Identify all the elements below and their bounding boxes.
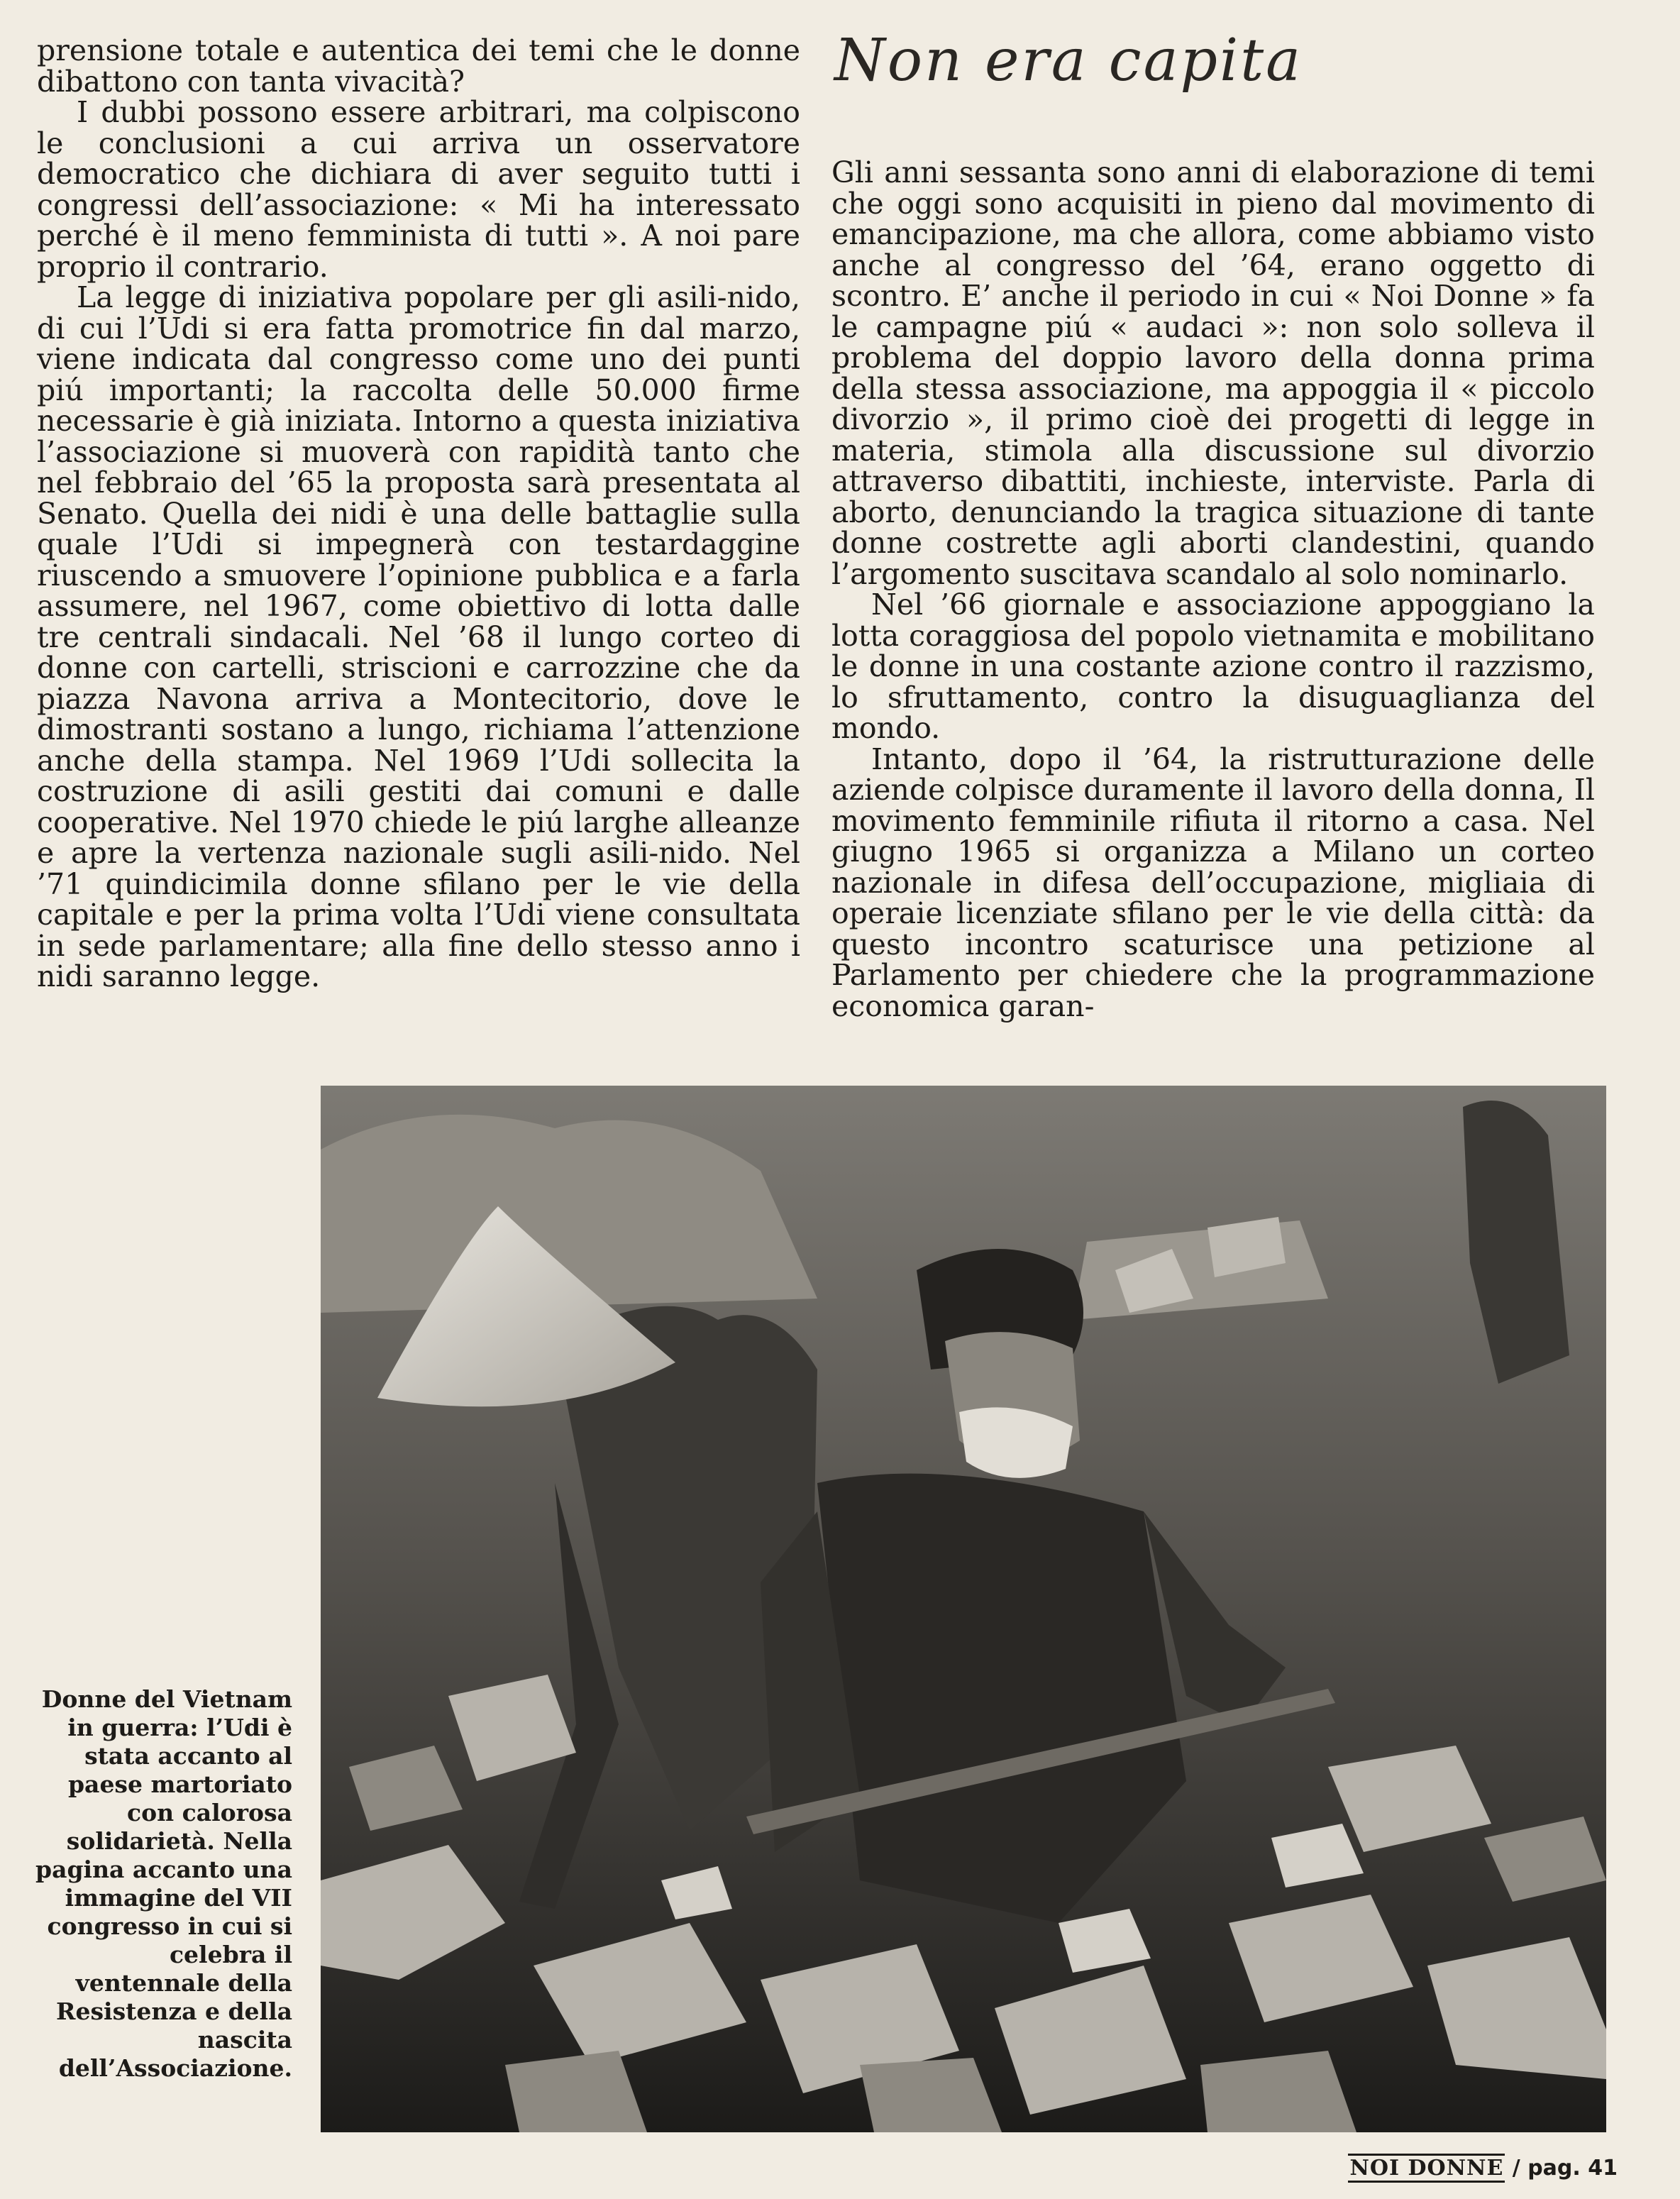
paragraph: I dubbi possono essere arbitrari, ma colpiscono le conclusioni a cui arriva un osservatore democratico che dichiara di aver seguito tutti i congressi dell’associazione: « Mi ha interessato perché è il meno femminista di tutti ». A noi pare proprio il contrario. xyxy=(37,95,800,284)
paragraph: Gli anni sessanta sono anni di elaborazione di temi che oggi sono acquisiti in pieno dal movimento di emancipazione, ma che allora, come abbiamo visto anche al congresso del ’64, erano oggetto di scontro. E’ anche il periodo in cui « Noi Donne » fa le campagne piú « audaci »: non solo solleva il problema del doppio lavoro della donna prima della stessa associazione, ma appoggia il « piccolo divorzio », il primo cioè dei progetti di legge in materia, stimola alla discussione sul divorzio attraverso dibattiti, inchieste, interviste. Parla di aborto, denunciando la tragica situazione di tante donne costrette agli aborti clandestini, quando l’argomento suscitava scandalo al solo nominarlo. xyxy=(831,155,1595,591)
magazine-logo: NOI DONNE xyxy=(1348,2154,1505,2183)
section-title: Non era capita xyxy=(834,27,1303,94)
paragraph: Nel ’66 giornale e associazione appoggiano la lotta coraggiosa del popolo vietnamita e mobilitano le donne in una costante azione contro il razzismo, lo sfruttamento, contro la disuguaglianza del mondo. xyxy=(831,588,1595,745)
photo-caption: Donne del Vietnam in guerra: l’Udi è stata accanto al paese martoriato con calorosa solidarietà. Nella pagina accanto una immagine del VII congresso in cui si celebra il ventennale della Resistenza e della nascita dell’Associazione. xyxy=(35,1685,292,2082)
vietnam-women-photo xyxy=(321,1086,1606,2132)
page-number: pag. 41 xyxy=(1527,2156,1618,2181)
footer-separator: / xyxy=(1512,2156,1520,2181)
page-footer xyxy=(1348,2156,1618,2181)
paragraph: prensione totale e autentica dei temi che le donne dibattono con tanta vivacità? xyxy=(37,33,800,99)
right-column xyxy=(831,155,1595,1023)
paragraph: La legge di iniziativa popolare per gli asili-nido, di cui l’Udi si era fatta promotrice fin dal marzo, viene indicata dal congresso come uno dei punti piú importanti; la raccolta delle 50.000 firme necessarie è già iniziata. Intorno a questa iniziativa l’associazione si muoverà con rapidità tanto che nel febbraio del ’65 la proposta sarà presentata al Senato. Quella dei nidi è una delle battaglie sulla quale l’Udi si impegnerà con testardaggine riuscendo a smuovere l’opinione pubblica e a farla assumere, nel 1967, come obiettivo di lotta dalle tre centrali sindacali. Nel ’68 il lungo corteo di donne con cartelli, striscioni e carrozzine che da piazza Navona arriva a Montecitorio, dove le dimostranti sostano a lungo, richiama l’attenzione anche della stampa. Nel 1969 l’Udi sollecita la costruzione di asili gestiti dai comuni e dalle cooperative. Nel 1970 chiede le piú larghe alleanze e apre la vertenza nazionale sugli asili-nido. Nel ’71 quindicimila donne sfilano per le vie della capitale e per la prima volta l’Udi viene consultata in sede parlamentare; alla fine dello stesso anno i nidi saranno legge. xyxy=(37,280,800,993)
paragraph: Intanto, dopo il ’64, la ristrutturazione delle aziende colpisce duramente il lavoro della donna, Il movimento femminile rifiuta il ritorno a casa. Nel giugno 1965 si organizza a Milano un corteo nazionale in difesa dell’occupazione, migliaia di operaie licenziate sfilano per le vie della città: da questo incontro scaturisce una petizione al Parlamento per chiedere che la programmazione economica garan- xyxy=(831,742,1595,1023)
left-column xyxy=(37,35,800,993)
